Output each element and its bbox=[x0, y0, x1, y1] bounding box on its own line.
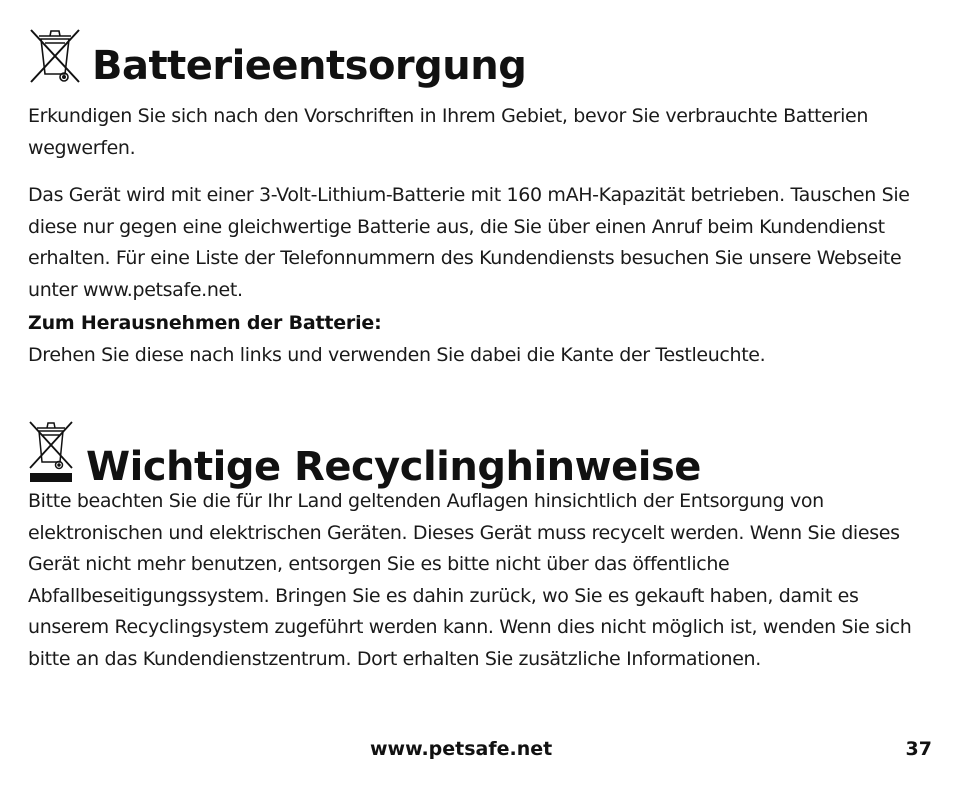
battery-disposal-section bbox=[28, 28, 924, 371]
recycling-title: Wichtige Recyclinghinweise bbox=[86, 444, 701, 490]
battery-disposal-paragraph-2: Das Gerät wird mit einer 3-Volt-Lithium-Batterie mit 160 mAH-Kapazität betrieben. Tauschen Sie diese nur gegen eine gleichwertige Batterie aus, die Sie über einen Anruf beim Kundendienst erhalten. Für eine Liste der Telefonnummern des Kundendiensts besuchen Sie unsere Webseite unter www.petsafe.net. bbox=[28, 184, 910, 301]
battery-disposal-heading bbox=[28, 28, 924, 89]
weee-crossed-bin-icon bbox=[28, 420, 78, 484]
battery-disposal-paragraph-1: Erkundigen Sie sich nach den Vorschriften in Ihrem Gebiet, bevor Sie verbrauchte Batterien wegwerfen. bbox=[28, 105, 869, 159]
recycling-heading bbox=[28, 420, 924, 490]
crossed-out-wheelie-bin-icon bbox=[28, 28, 84, 84]
battery-removal-subheading: Zum Herausnehmen der Batterie: bbox=[28, 312, 382, 334]
battery-disposal-title: Batterieentsorgung bbox=[92, 43, 527, 89]
battery-removal-instruction: Drehen Sie diese nach links und verwenden Sie dabei die Kante der Testleuchte. bbox=[28, 343, 766, 366]
recycling-section bbox=[28, 420, 924, 675]
page-number: 37 bbox=[905, 738, 932, 760]
recycling-paragraph: Bitte beachten Sie die für Ihr Land geltenden Auflagen hinsichtlich der Entsorgung von elektronischen und elektrischen Geräten. Dieses Gerät muss recycelt werden. Wenn Sie dieses Gerät nicht mehr benutzen, entsorgen Sie es bitte nicht über das öffentliche Abfallbeseitigungssystem. Bringen Sie es dahin zurück, wo Sie es gekauft haben, damit es unserem Recyclingsystem zugeführt werden kann. Wenn dies nicht möglich ist, wenden Sie sich bitte an das Kundendienstzentrum. Dort erhalten Sie zusätzliche Informationen. bbox=[28, 490, 912, 670]
footer-url: www.petsafe.net bbox=[370, 738, 553, 760]
